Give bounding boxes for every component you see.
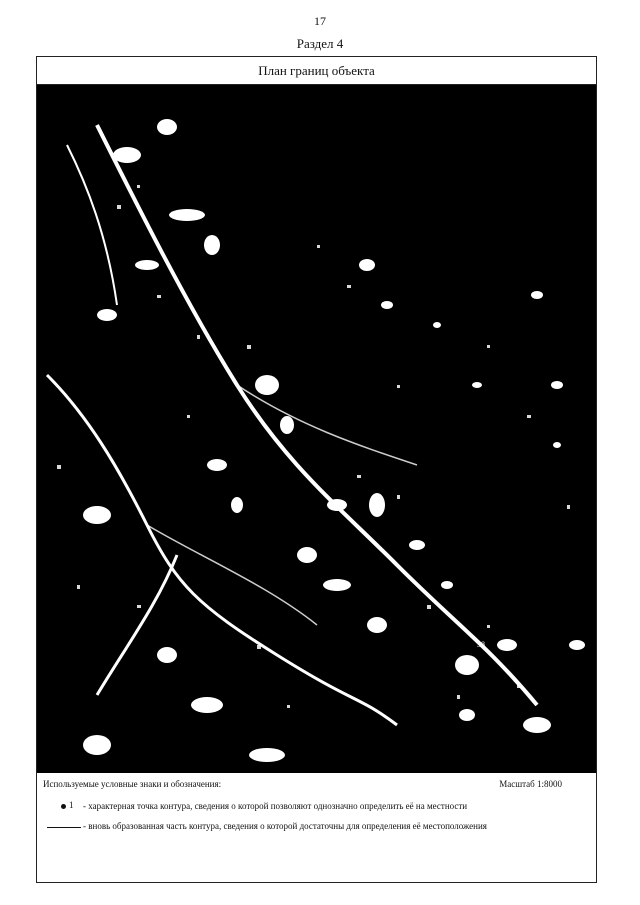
map-scale: Масштаб 1:8000	[499, 779, 562, 789]
legend-description: - вновь образованная часть контура, сведения о которой достаточны для определения её местоположения	[83, 821, 487, 831]
legend-item-line	[43, 821, 586, 833]
section-title: Раздел 4	[296, 36, 344, 51]
point-symbol-label: 1	[69, 800, 74, 810]
page-number: 17	[314, 14, 326, 28]
map-point-label: 38	[477, 640, 485, 649]
line-symbol	[43, 821, 83, 833]
plan-title: План границ объекта	[37, 57, 596, 85]
legend-description: - характерная точка контура, сведения о которой позволяют однозначно определить её на местности	[83, 801, 468, 811]
point-dot-icon	[61, 804, 66, 809]
map-graphic	[37, 85, 596, 773]
legend-item-point	[43, 801, 586, 813]
point-symbol	[43, 801, 83, 813]
line-sample-icon	[47, 827, 81, 828]
legend-title: Используемые условные знаки и обозначения:	[43, 779, 222, 789]
satellite-map	[37, 85, 596, 773]
legend	[37, 773, 596, 883]
plan-frame	[36, 56, 597, 883]
